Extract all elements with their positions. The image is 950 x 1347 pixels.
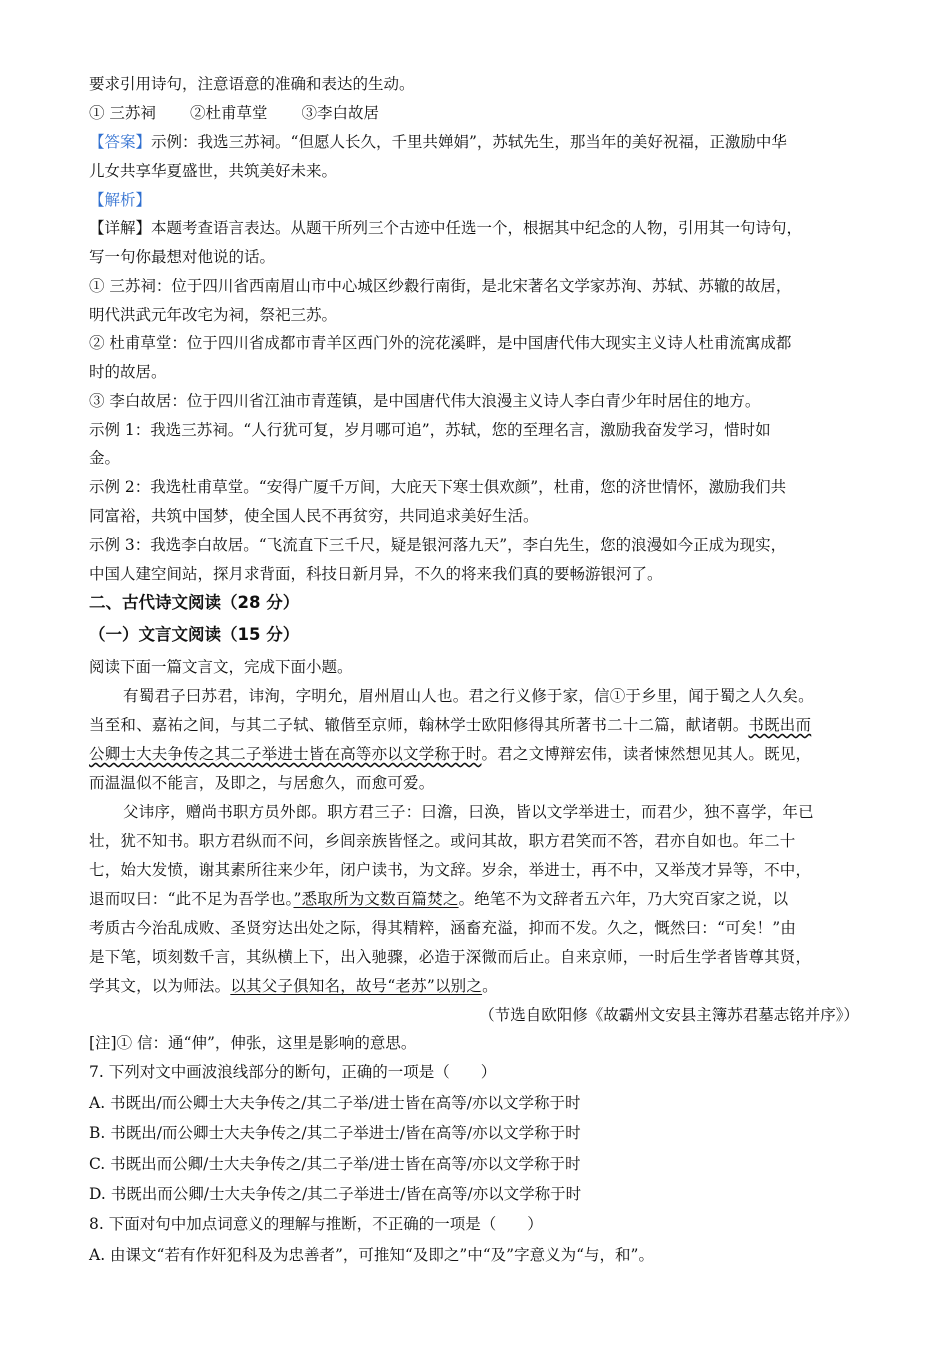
passage-text: 。绝笔不为文辞者五六年，乃大究百家之说，以 bbox=[458, 890, 789, 908]
passage-p1-line-3 bbox=[89, 742, 869, 766]
question-prompt-line: 要求引用诗句，注意语意的准确和表达的生动。 bbox=[89, 75, 415, 93]
underline-segment: 以其父子俱知名，故号“老苏”以别之 bbox=[230, 977, 483, 995]
detail-line-4: 明代洪武元年改宅为祠，祭祀三苏。 bbox=[89, 306, 338, 324]
subsection-heading: （一）文言文阅读（15 分） bbox=[89, 625, 300, 644]
example-2-line-1: 示例 2：我选杜甫草堂。“安得广厦千万间，大庇天下寒士俱欢颜”，杜甫，您的济世情怀，激励我们共 bbox=[89, 478, 787, 496]
answer-tag: 【答案】 bbox=[89, 133, 152, 151]
passage-p2-line-3: 七，始大发愤，谢其素所往来少年，闭户读书，为文辞。岁余，举进士，再不中，又举茂才异等，不中， bbox=[89, 861, 812, 879]
q7-option-b: B. 书既出/而公卿士大夫争传之/其二子举进士/皆在高等/亦以文学称于时 bbox=[89, 1124, 581, 1142]
detail-line-3: ① 三苏祠：位于四川省西南眉山市中心城区纱縠行南街，是北宋著名文学家苏洵、苏轼、苏辙的故居， bbox=[89, 277, 792, 295]
example-3-line-2: 中国人建空间站，探月求背面，科技日新月异，不久的将来我们真的要畅游银河了。 bbox=[89, 565, 663, 583]
q7-option-a: A. 书既出/而公卿士大夫争传之/其二子举/进士皆在高等/亦以文学称于时 bbox=[89, 1094, 581, 1112]
passage-text: 退而叹曰：“此不足为吾学也。 bbox=[89, 890, 294, 908]
question-7: 7. 下列对文中画波浪线部分的断句，正确的一项是（ ） bbox=[89, 1063, 497, 1081]
option-libai-guju: ③李白故居 bbox=[301, 104, 379, 122]
passage-text: 当至和、嘉祐之间，与其二子轼、辙偕至京师，翰林学士欧阳修得其所著书二十二篇，献诸朝。 bbox=[89, 716, 749, 734]
passage-p2-line-1: 父讳序，赠尚书职方员外郎。职方君三子：曰澹，曰涣，皆以文学举进士，而君少，独不喜学，年已 bbox=[123, 803, 814, 821]
question-8: 8. 下面对句中加点词意义的理解与推断，不正确的一项是（ ） bbox=[89, 1215, 543, 1233]
detail-line-7: ③ 李白故居：位于四川省江油市青莲镇，是中国唐代伟大浪漫主义诗人李白青少年时居住的地方。 bbox=[89, 392, 761, 410]
annotation-note: [注]① 信：通“伸”，伸张，这里是影响的意思。 bbox=[89, 1034, 417, 1052]
detail-line-6: 时的故居。 bbox=[89, 363, 167, 381]
underline-segment: ”悉取所为文数百篇焚之 bbox=[293, 890, 459, 908]
example-1-line-2: 金。 bbox=[89, 449, 121, 467]
passage-source: （节选自欧阳修《故霸州文安县主簿苏君墓志铭并序》） bbox=[479, 1006, 859, 1024]
q8-option-a: A. 由课文“若有作奸犯科及为忠善者”，可推知“及即之”中“及”字意义为“与，和”。 bbox=[89, 1246, 654, 1264]
option-sansuci: ① 三苏祠 bbox=[89, 104, 156, 122]
detail-line-1: 【详解】本题考查语言表达。从题干所列三个古迹中任选一个，根据其中纪念的人物，引用其一句诗句， bbox=[89, 219, 803, 237]
passage-p2-line-5: 考质古今治乱成败、圣贤穷达出处之际，得其精粹，涵畜充溢，抑而不发。久之，慨然曰：“可矣！”由 bbox=[89, 919, 797, 937]
analysis-tag: 【解析】 bbox=[89, 191, 152, 209]
q7-option-c: C. 书既出而公卿/士大夫争传之/其二子举/进士皆在高等/亦以文学称于时 bbox=[89, 1155, 581, 1173]
passage-p2-line-7 bbox=[89, 974, 869, 998]
example-1-line-1: 示例 1：我选三苏祠。“人行犹可复，岁月哪可追”，苏轼，您的至理名言，激励我奋发学习，惜时如 bbox=[89, 421, 771, 439]
passage-p2-line-6: 是下笔，顷刻数千言，其纵横上下，出入驰骤，必造于深微而后止。自来京师，一时后生学者皆尊其贤， bbox=[89, 948, 812, 966]
wavy-underline-segment: 公卿士大夫争传之其二子举进士皆在高等亦以文学称于时 bbox=[89, 745, 482, 763]
detail-line-2: 写一句你最想对他说的话。 bbox=[89, 248, 276, 266]
answer-text-1: 示例：我选三苏祠。“但愿人长久，千里共婵娟”，苏轼先生，那当年的美好祝福，正激励中华 bbox=[151, 133, 787, 151]
passage-p1-line-2 bbox=[89, 713, 869, 737]
passage-p1-line-4: 而温温似不能言，及即之，与居愈久，而愈可爱。 bbox=[89, 774, 435, 792]
passage-text: 。君之文博辩宏伟，读者悚然想见其人。既见， bbox=[481, 745, 812, 763]
passage-p1-line-1: 有蜀君子曰苏君，讳洵，字明允，眉州眉山人也。君之行义修于家，信①于乡里，闻于蜀之人久矣。 bbox=[123, 687, 814, 705]
example-3-line-1: 示例 3：我选李白故居。“飞流直下三千尺，疑是银河落九天”，李白先生，您的浪漫如今正成为现实， bbox=[89, 536, 787, 554]
section-heading: 二、古代诗文阅读（28 分） bbox=[89, 593, 300, 612]
q7-option-d: D. 书既出而公卿/士大夫争传之/其二子举进士/皆在高等/亦以文学称于时 bbox=[89, 1185, 582, 1203]
answer-line-2: 儿女共享华夏盛世，共筑美好未来。 bbox=[89, 162, 338, 180]
example-2-line-2: 同富裕，共筑中国梦，使全国人民不再贫穷，共同追求美好生活。 bbox=[89, 507, 539, 525]
detail-line-5: ② 杜甫草堂：位于四川省成都市青羊区西门外的浣花溪畔，是中国唐代伟大现实主义诗人杜甫流寓成都 bbox=[89, 334, 792, 352]
answer-line-1 bbox=[89, 130, 869, 154]
passage-text: 。 bbox=[482, 977, 498, 995]
wavy-underline-segment: 书既出而 bbox=[748, 716, 812, 734]
passage-p2-line-2: 壮，犹不知书。职方君纵而不问，乡闾亲族皆怪之。或问其故，职方君笑而不答，君亦自如也。年二十 bbox=[89, 832, 796, 850]
passage-text: 学其文，以为师法。 bbox=[89, 977, 231, 995]
passage-p2-line-4 bbox=[89, 887, 869, 911]
options-line bbox=[89, 101, 869, 125]
reading-instruction: 阅读下面一篇文言文，完成下面小题。 bbox=[89, 658, 353, 676]
option-dufu-caotang: ②杜甫草堂 bbox=[189, 104, 268, 122]
